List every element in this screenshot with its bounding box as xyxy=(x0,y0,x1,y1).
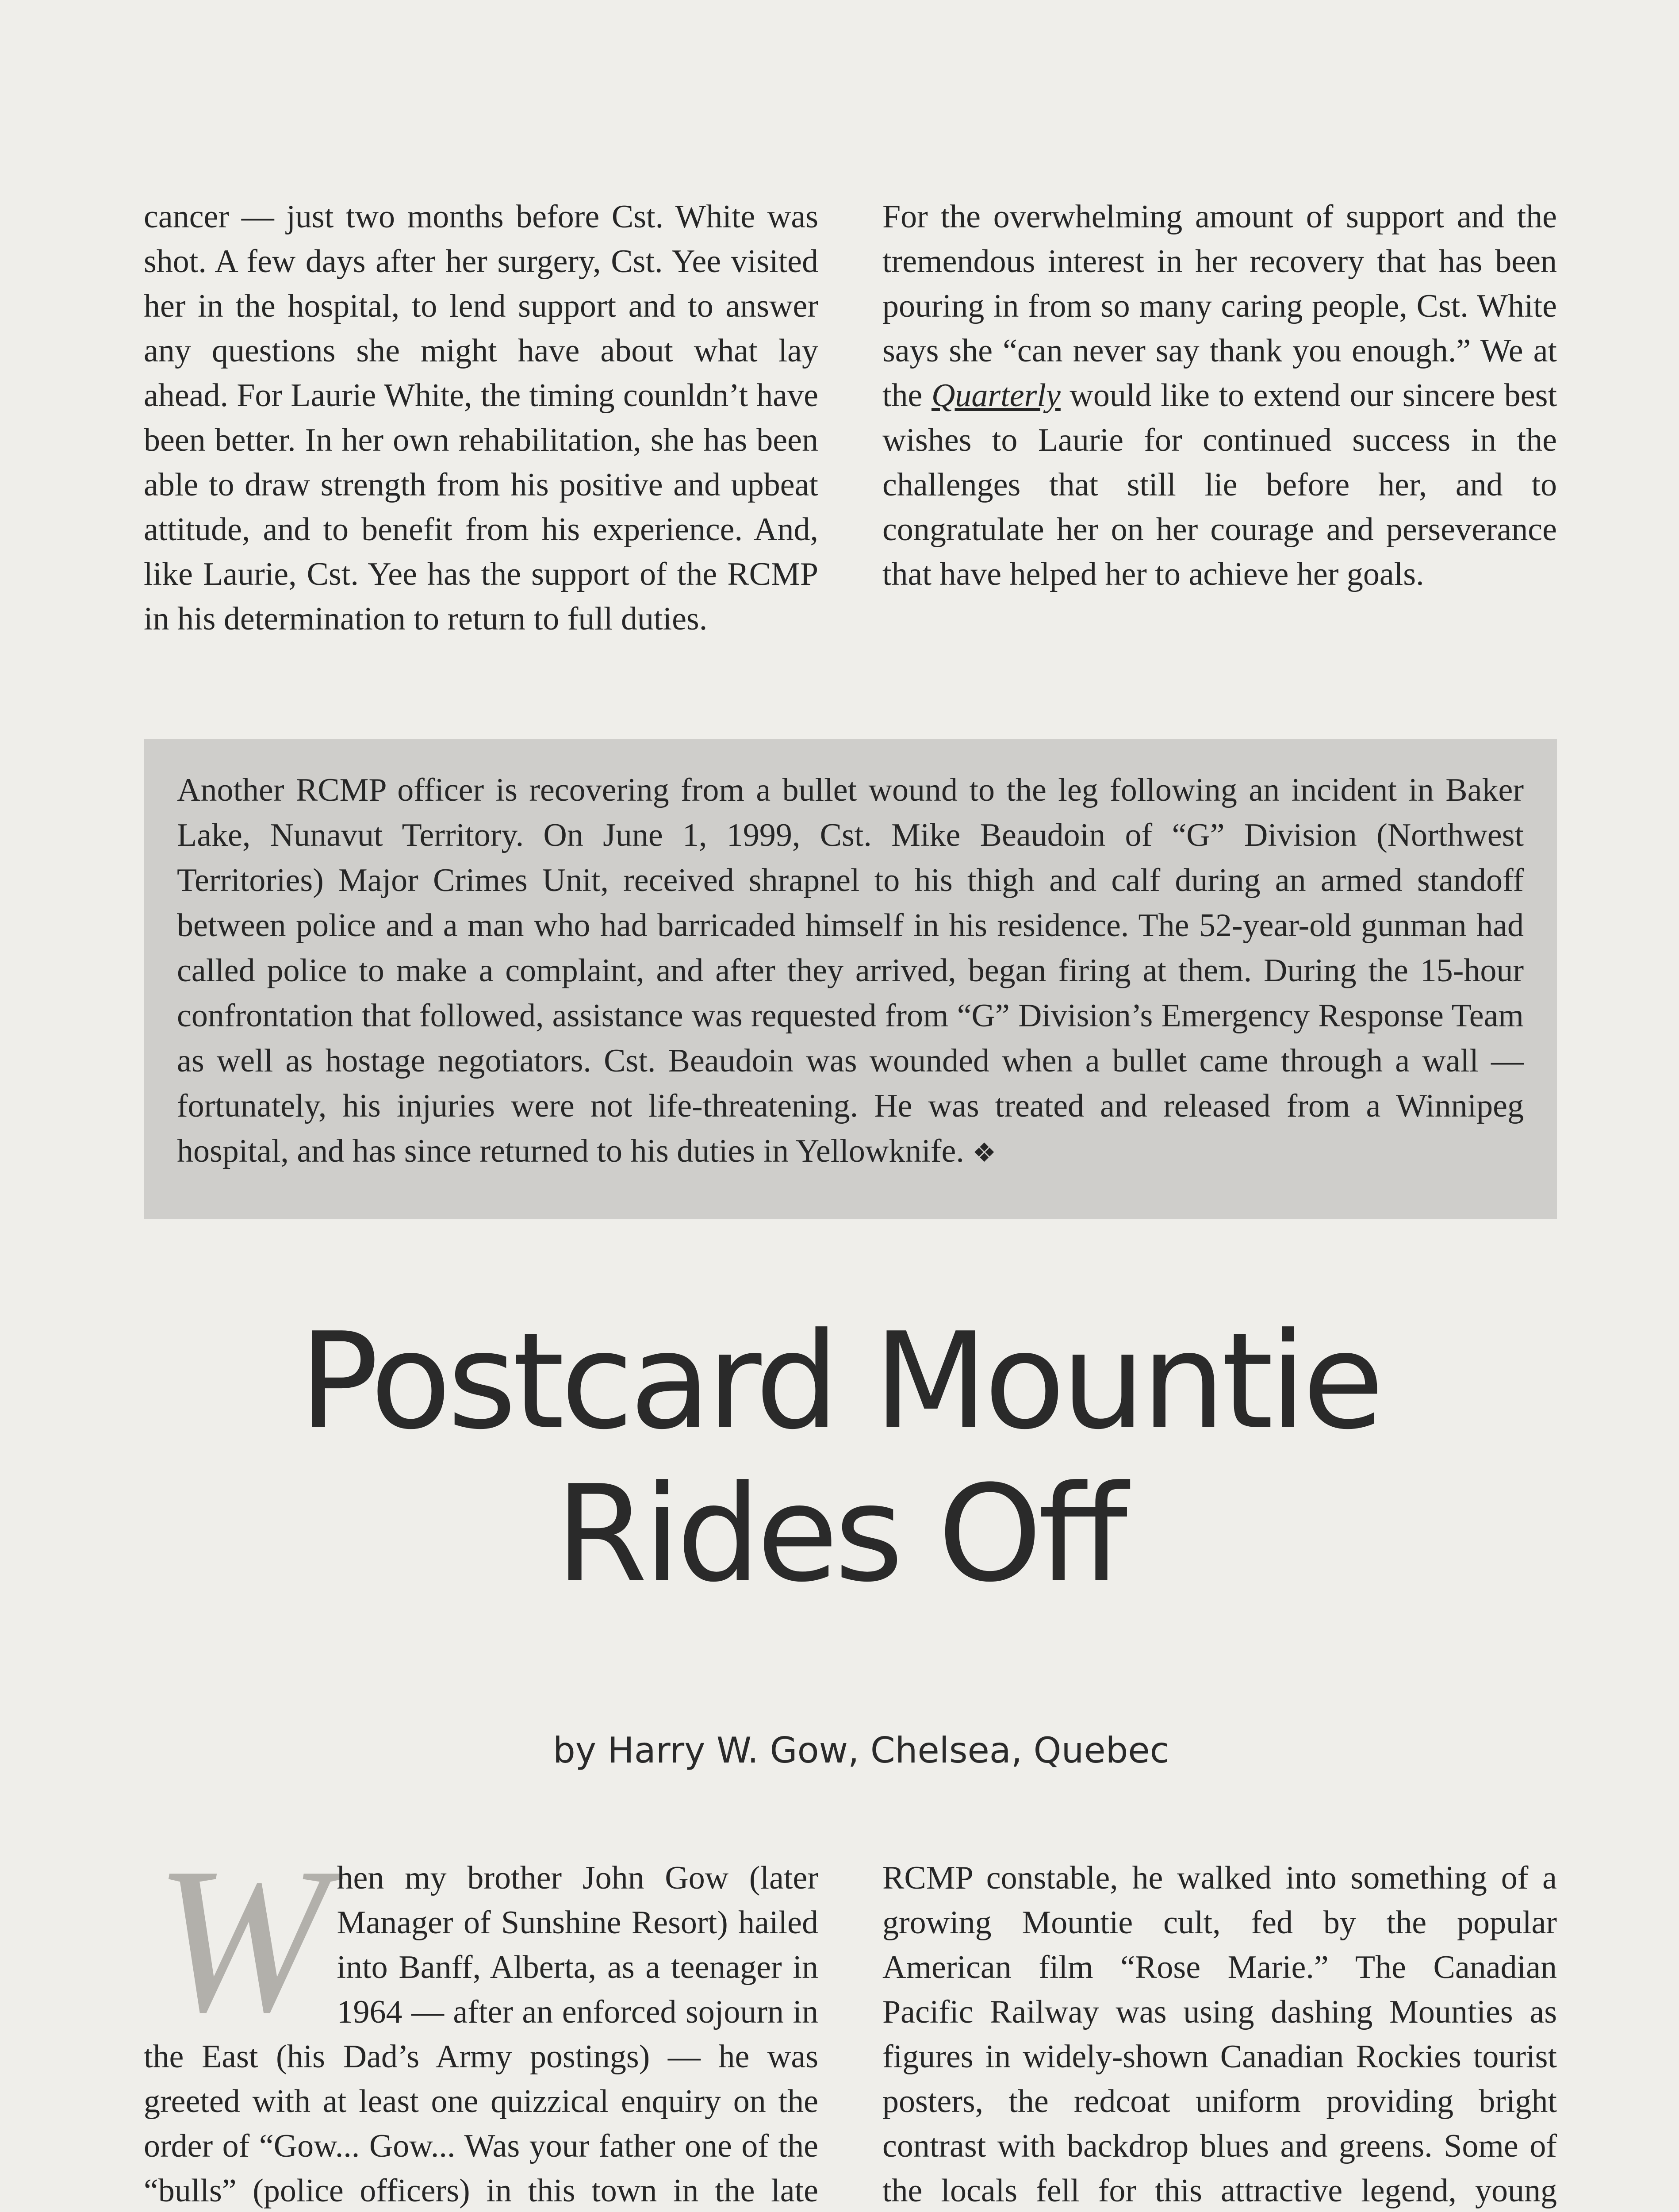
body-right-column xyxy=(882,1856,1557,2212)
top-left-paragraph: cancer — just two months before Cst. White was shot. A few days after her surgery, Cst. Yee visited her in the hospital, to lend support and to answer any questions she might have about what lay ahead. For Laurie White, the timing counldn’t have been better. In her own rehabilitation, she has been able to draw strength from his positive and upbeat attitude, and to benefit from his experience. And, like Laurie, Cst. Yee has the support of the RCMP in his determination to return to full duties. xyxy=(144,199,818,637)
top-left-column xyxy=(144,195,818,641)
byline: by Harry W. Gow, Chelsea, Quebec xyxy=(553,1730,1169,1771)
body-paragraph-1 xyxy=(144,1824,818,2212)
headline-line-2: Rides Off xyxy=(555,1457,1124,1611)
end-mark-icon: ❖ xyxy=(972,1138,997,1167)
body-paragraph-3: RCMP constable, he walked into something of a growing Mountie cult, fed by the popular American film “Rose Marie.” The Canadian Pacific Railway was using dashing Mounties as figures in widely-shown Canadian Rockies tourist posters, the redcoat uniform providing bright contrast with backdrop blues and greens. Some of the locals fell for this attractive legend, young xyxy=(882,1860,1557,2209)
sidebar-box xyxy=(144,739,1557,1219)
top-right-text-2: would like to extend our sincere best wishes to Laurie for continued success in the challenges that still lie before her, and to congratulate her on her courage and perseverance that have helped her to achieve her goals. xyxy=(882,377,1557,592)
quarterly-title: Quarterly xyxy=(931,377,1061,414)
body-left-column xyxy=(144,1824,818,2212)
sidebar-text: Another RCMP officer is recovering from a bullet wound to the leg following an incident in Baker Lake, Nunavut Territory. On June 1, 1999, Cst. Mike Beaudoin of “G” Division (Northwest Territories) Major Crimes Unit, received shrapnel to his thigh and calf during an armed standoff between police and a man who had barricaded himself in his residence. The 52-year-old gunman had called police to make a complaint, and after they arrived, began firing at them. During the 15-hour confrontation that followed, assistance was requested from “G” Division’s Emergency Response Team as well as hostage negotiators. Cst. Beaudoin was wounded when a bullet came through a wall — fortunately, his injuries were not life-threatening. He was treated and released from a Winnipeg hospital, and has since returned to his duties in Yellowknife. xyxy=(177,772,1524,1169)
sidebar-paragraph xyxy=(177,768,1524,1175)
drop-cap: W xyxy=(155,1824,328,2055)
top-right-paragraph xyxy=(882,195,1557,597)
article-headline xyxy=(0,1305,1679,1610)
top-right-text-1: For the overwhelming amount of support and the tremendous interest in her recovery that has been pouring in from so many caring people, Cst. White says she “can never say thank you enough.” We at the xyxy=(882,199,1557,414)
body-paragraph-1-text: hen my brother John Gow (later Manager of Sunshine Resort) hailed into Banff, Alberta, as a teenager in 1964 — after an enforced sojourn in the East (his Dad’s Army postings) — he was greeted with at least one quizzical enquiry on the order of “Gow... Gow... Was your father one of the “bulls” (police officers) in this town in the late xyxy=(144,1860,818,2209)
top-right-column xyxy=(882,195,1557,597)
headline-line-1: Postcard Mountie xyxy=(299,1304,1380,1459)
